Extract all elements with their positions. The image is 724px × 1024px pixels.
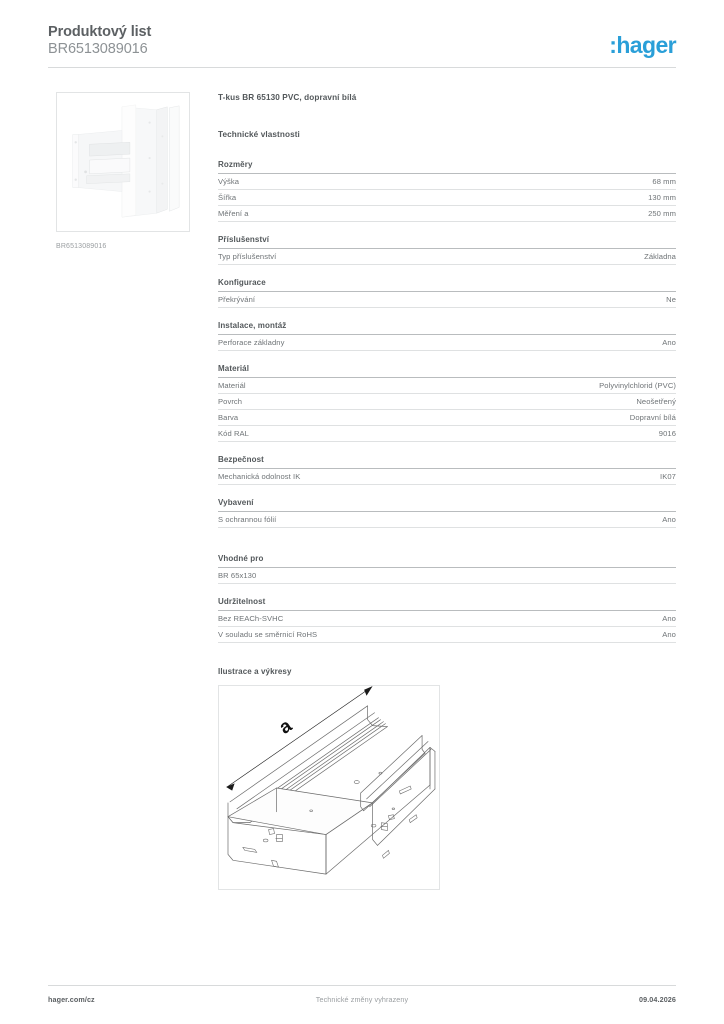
- footer-divider: [48, 985, 676, 986]
- spec-row-value: Základna: [644, 252, 676, 261]
- spec-row-value: Ano: [662, 630, 676, 639]
- spec-group: [218, 498, 676, 528]
- spec-row-label: Povrch: [218, 397, 243, 406]
- page-footer: [48, 995, 676, 1009]
- spec-row-label: Kód RAL: [218, 429, 249, 438]
- footer-website[interactable]: hager.com/cz: [48, 995, 95, 1004]
- spec-row-label: BR 65x130: [218, 571, 257, 580]
- spec-row-label: Typ příslušenství: [218, 252, 277, 261]
- page-title: Produktový list: [48, 24, 152, 40]
- technical-drawing: [218, 685, 440, 890]
- product-photo: [56, 92, 190, 232]
- product-photo-illustration: [57, 93, 189, 231]
- spec-row: [218, 410, 676, 426]
- spec-row-value: 130 mm: [648, 193, 676, 202]
- technical-drawing-illustration: [219, 686, 439, 889]
- spec-row-value: Ano: [662, 515, 676, 524]
- spec-row-value: Ano: [662, 614, 676, 623]
- spec-group-title: Rozměry: [218, 160, 676, 174]
- spec-group-title: Materiál: [218, 364, 676, 378]
- footer-disclaimer: Technické změny vyhrazeny: [315, 995, 409, 1004]
- spec-row: [218, 206, 676, 222]
- product-photo-caption: BR6513089016: [56, 243, 107, 250]
- spec-row: [218, 292, 676, 308]
- spec-row-value: Dopravní bílá: [629, 413, 676, 422]
- spec-group-title: Bezpečnost: [218, 455, 676, 469]
- spec-row-value: 9016: [658, 429, 676, 438]
- product-name: T-kus BR 65130 PVC, dopravní bílá: [218, 93, 357, 102]
- spec-row-label: Měření a: [218, 209, 249, 218]
- specification-content: [218, 92, 676, 890]
- spec-row-label: Překrývání: [218, 295, 256, 304]
- spec-group: [218, 235, 676, 265]
- spec-row: [218, 378, 676, 394]
- header-title-block: [48, 24, 151, 58]
- spec-row: [218, 568, 676, 584]
- spec-row: [218, 512, 676, 528]
- spec-row-value: Ano: [662, 338, 676, 347]
- spec-row-label: Výška: [218, 177, 240, 186]
- spec-group: [218, 455, 676, 485]
- spec-row: [218, 190, 676, 206]
- drawings-heading: Ilustrace a výkresy: [218, 667, 292, 676]
- spec-row-label: V souladu se směrnicí RoHS: [218, 630, 318, 639]
- spec-row: [218, 611, 676, 627]
- spec-row-label: Perforace základny: [218, 338, 285, 347]
- spec-row: [218, 249, 676, 265]
- spec-row-label: Šířka: [218, 193, 237, 202]
- spec-row-value: 250 mm: [648, 209, 676, 218]
- footer-date: 09.04.2026: [639, 995, 676, 1004]
- spec-row-label: Bez REACh-SVHC: [218, 614, 284, 623]
- spec-group-title: Příslušenství: [218, 235, 676, 249]
- spec-group-title: Udržitelnost: [218, 597, 676, 611]
- spec-group: [218, 160, 676, 222]
- spec-row: [218, 335, 676, 351]
- spec-row-value: Polyvinylchlorid (PVC): [599, 381, 676, 390]
- spec-group-title: Vhodné pro: [218, 554, 676, 568]
- spec-row-value: Neošetřený: [636, 397, 676, 406]
- spec-row-value: 68 mm: [652, 177, 676, 186]
- spec-row: [218, 426, 676, 442]
- spec-group: [218, 364, 676, 442]
- spec-group: [218, 597, 676, 643]
- spec-row-label: S ochrannou fólií: [218, 515, 277, 524]
- technical-properties-heading: Technické vlastnosti: [218, 130, 300, 139]
- spec-group: [218, 321, 676, 351]
- spec-group-title: Konfigurace: [218, 278, 676, 292]
- page-header: [48, 24, 676, 68]
- spec-row-value: Ne: [666, 295, 676, 304]
- product-reference: BR6513089016: [48, 41, 148, 57]
- spec-row-label: Materiál: [218, 381, 246, 390]
- hager-logo: :hager: [609, 32, 676, 58]
- spec-row: [218, 469, 676, 485]
- spec-group: [218, 554, 676, 584]
- spec-group: [218, 278, 676, 308]
- spec-row: [218, 394, 676, 410]
- spec-group-title: Vybavení: [218, 498, 676, 512]
- spec-row: [218, 627, 676, 643]
- spec-row-label: Mechanická odolnost IK: [218, 472, 301, 481]
- spec-groups: [218, 160, 676, 643]
- spec-group-title: Instalace, montáž: [218, 321, 676, 335]
- spec-row: [218, 174, 676, 190]
- dimension-label-a: a: [274, 714, 296, 738]
- spec-row-value: IK07: [660, 472, 676, 481]
- spec-row-label: Barva: [218, 413, 239, 422]
- header-divider: [48, 67, 676, 68]
